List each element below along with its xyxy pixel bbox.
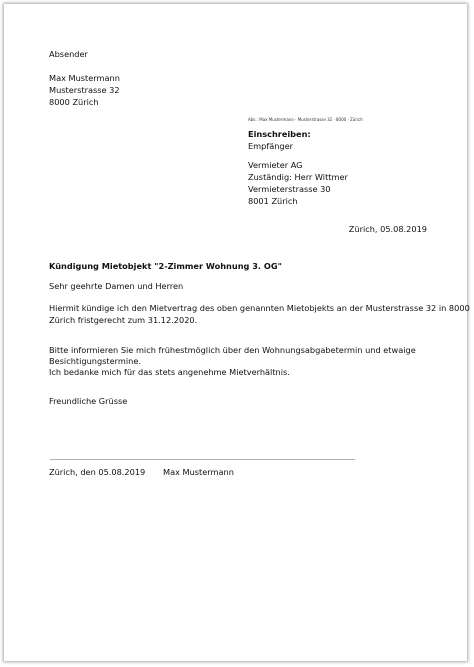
delivery-method: Einschreiben: bbox=[248, 129, 311, 139]
recipient-company: Vermieter AG bbox=[248, 160, 303, 170]
signature-place-date: Zürich, den 05.08.2019 bbox=[49, 467, 146, 477]
recipient-street: Vermieterstrasse 30 bbox=[248, 184, 331, 194]
body-paragraph-2-line-2: Besichtigungstermine. bbox=[49, 356, 141, 366]
signature-line bbox=[50, 459, 355, 460]
body-paragraph-2-line-3: Ich bedanke mich für das stets angenehme Mietverhältnis. bbox=[49, 367, 290, 377]
closing: Freundliche Grüsse bbox=[49, 396, 128, 406]
recipient-label: Empfänger bbox=[248, 141, 294, 151]
body-paragraph-1-line-2: Zürich fristgerecht zum 31.12.2020. bbox=[49, 315, 198, 325]
letter-page bbox=[4, 4, 470, 661]
sender-name: Max Mustermann bbox=[49, 73, 120, 83]
letter-subject: Kündigung Mietobjekt "2-Zimmer Wohnung 3. OG" bbox=[49, 261, 282, 271]
recipient-city: 8001 Zürich bbox=[248, 196, 298, 206]
body-paragraph-2-line-1: Bitte informieren Sie mich frühestmöglich über den Wohnungsabgabetermin und etwaige bbox=[49, 345, 416, 355]
salutation: Sehr geehrte Damen und Herren bbox=[49, 281, 184, 291]
sender-street: Musterstrasse 32 bbox=[49, 85, 120, 95]
body-paragraph-1-line-1: Hiermit kündige ich den Mietvertrag des oben genannten Mietobjekts an der Musterstrasse 32 in 8000 bbox=[49, 303, 470, 313]
place-date: Zürich, 05.08.2019 bbox=[348, 224, 427, 234]
return-address-line: Abs.: Max Mustermann · Musterstrasse 32 · 8000 · Zürich bbox=[248, 117, 363, 122]
recipient-contact: Zuständig: Herr Wittmer bbox=[248, 172, 348, 182]
sender-city: 8000 Zürich bbox=[49, 97, 99, 107]
sender-heading: Absender bbox=[49, 49, 88, 59]
signature-name: Max Mustermann bbox=[163, 467, 234, 477]
